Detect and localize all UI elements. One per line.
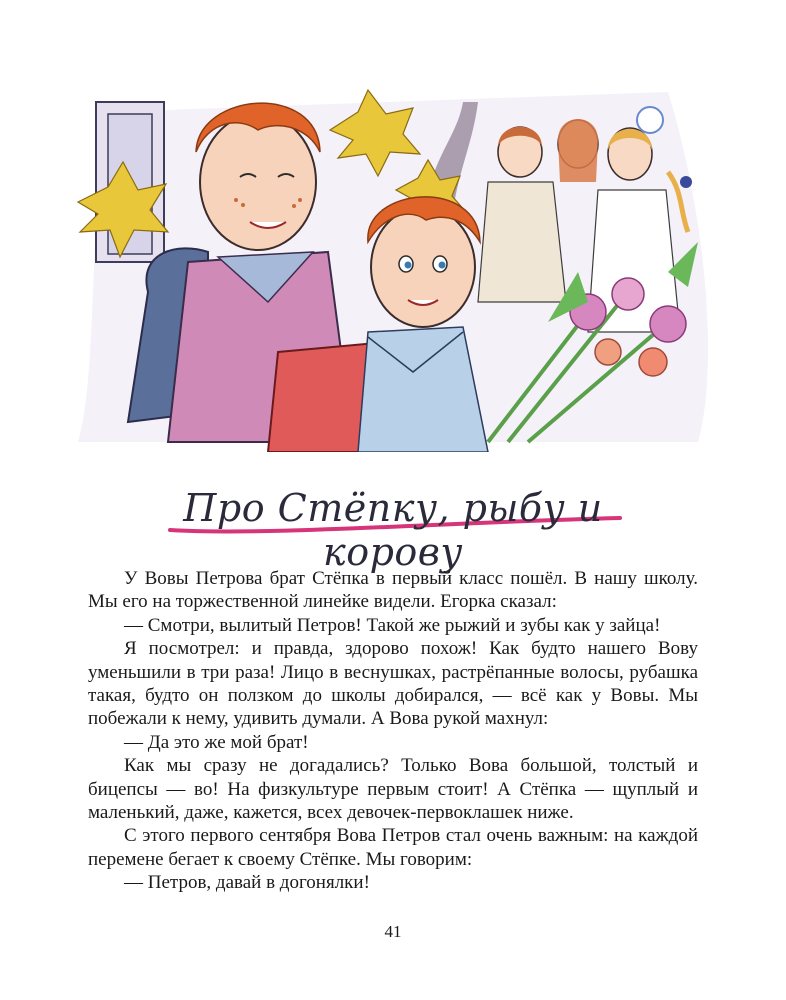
story-body xyxy=(88,567,698,895)
story-title xyxy=(150,478,636,574)
paragraph: Я посмотрел: и правда, здорово похож! Как будто нашего Вову уменьшили в три раза! Лицо в веснушках, растрёпанные волосы, рубашка такая, будто он ползком до школы добирался, — всё как у Вовы. Мы побежали к нему, удивить думали. А Вова рукой махнул: xyxy=(88,638,698,730)
paragraph: С этого первого сентября Вова Петров стал очень важным: на каждой перемене бегает к своему Стёпке. Мы говорим: xyxy=(88,825,698,870)
paragraph: — Да это же мой брат! xyxy=(124,731,309,753)
story-title-text: Про Стёпку, рыбу и корову xyxy=(183,486,603,574)
paragraph: — Петров, давай в догонялки! xyxy=(124,872,370,894)
paragraph: У Вовы Петрова брат Стёпка в первый класс пошёл. В нашу школу. Мы его на торжественной линейке видели. Егорка сказал: xyxy=(88,568,698,613)
paragraph: — Смотри, вылитый Петров! Такой же рыжий и зубы как у зайца! xyxy=(124,614,661,636)
paragraph: Как мы сразу не догадались? Только Вова большой, толстый и бицепсы — во! На физкультуре первым стоит! А Стёпка — щуплый и маленький, даже, кажется, всех девочек-первоклашек ниже. xyxy=(88,755,698,824)
page-number: 41 xyxy=(384,922,402,941)
story-illustration xyxy=(68,72,718,452)
